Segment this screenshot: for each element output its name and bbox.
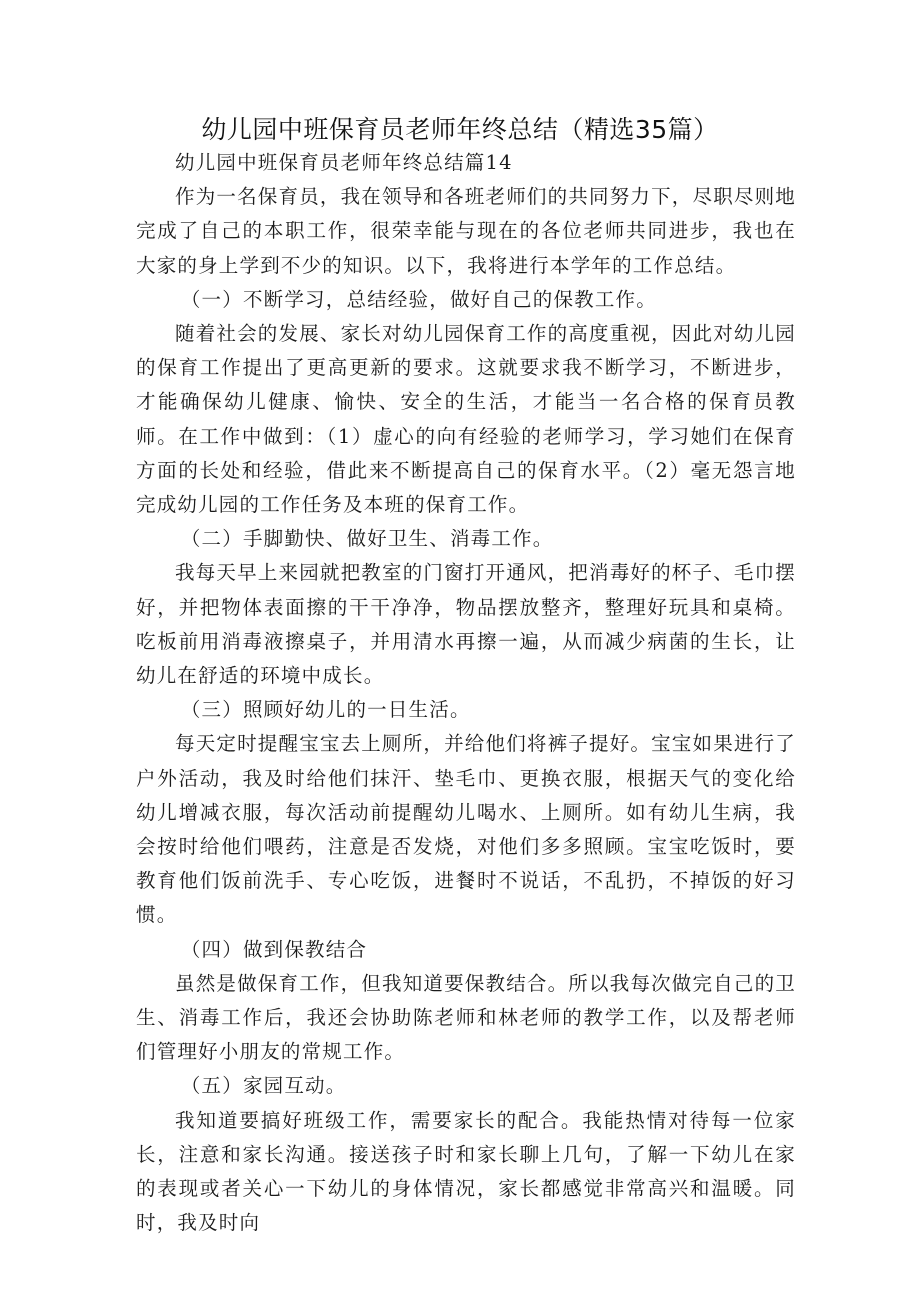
intro-paragraph: 作为一名保育员，我在领导和各班老师们的共同努力下，尽职尽则地完成了自己的本职工作，很荣幸能与现在的各位老师共同进步，我也在大家的身上学到不少的知识。以下，我将进行本学年的工作总结。 [136, 185, 797, 277]
section-4-body: 虽然是做保育工作，但我知道要保教结合。所以我每次做完自己的卫生、消毒工作后，我还会协助陈老师和林老师的教学工作，以及帮老师们管理好小朋友的常规工作。 [136, 971, 797, 1064]
section-5-heading: （五）家园互动。 [180, 1074, 347, 1098]
section-1-heading: （一）不断学习，总结经验，做好自己的保教工作。 [180, 287, 657, 311]
document-body [136, 146, 796, 1241]
document-title: 幼儿园中班保育员老师年终总结（精选35篇） [201, 115, 719, 144]
section-3-heading: （三）照顾好幼儿的一日生活。 [180, 698, 471, 722]
section-1-body: 随着社会的发展、家长对幼儿园保育工作的高度重视，因此对幼儿园的保育工作提出了更高更新的要求。这就要求我不断学习，不断进步，才能确保幼儿健康、愉快、安全的生活，才能当一名合格的保育员教师。在工作中做到：（1）虚心的向有经验的老师学习，学习她们在保育方面的长处和经验，借此来不断提高自己的保育水平。（2）毫无怨言地完成幼儿园的工作任务及本班的保育工作。 [136, 322, 797, 517]
section-3-body: 每天定时提醒宝宝去上厕所，并给他们将裤子提好。宝宝如果进行了户外活动，我及时给他们抹汗、垫毛巾、更换衣服，根据天气的变化给幼儿增减衣服，每次活动前提醒幼儿喝水、上厕所。如有幼儿生病，我会按时给他们喂药，注意是否发烧，对他们多多照顾。宝宝吃饭时，要教育他们饭前洗手、专心吃饭，进餐时不说话，不乱扔，不掉饭的好习惯。 [136, 732, 797, 927]
section-2-body: 我每天早上来园就把教室的门窗打开通风，把消毒好的杯子、毛巾摆好，并把物体表面擦的干干净净，物品摆放整齐，整理好玩具和桌椅。吃板前用消毒液擦桌子，并用清水再擦一遍，从而减少病菌的生长，让幼儿在舒适的环境中成长。 [136, 561, 797, 688]
section-5-body: 我知道要搞好班级工作，需要家长的配合。我能热情对待每一位家长，注意和家长沟通。接送孩子时和家长聊上几句，了解一下幼儿在家的表现或者关心一下幼儿的身体情况，家长都感觉非常高兴和温暖。同时，我及时向 [136, 1108, 796, 1235]
section-2-heading: （二）手脚勤快、做好卫生、消毒工作。 [180, 527, 554, 551]
section-4-heading: （四）做到保教结合 [180, 937, 368, 961]
article-subtitle: 幼儿园中班保育员老师年终总结篇14 [175, 151, 513, 174]
